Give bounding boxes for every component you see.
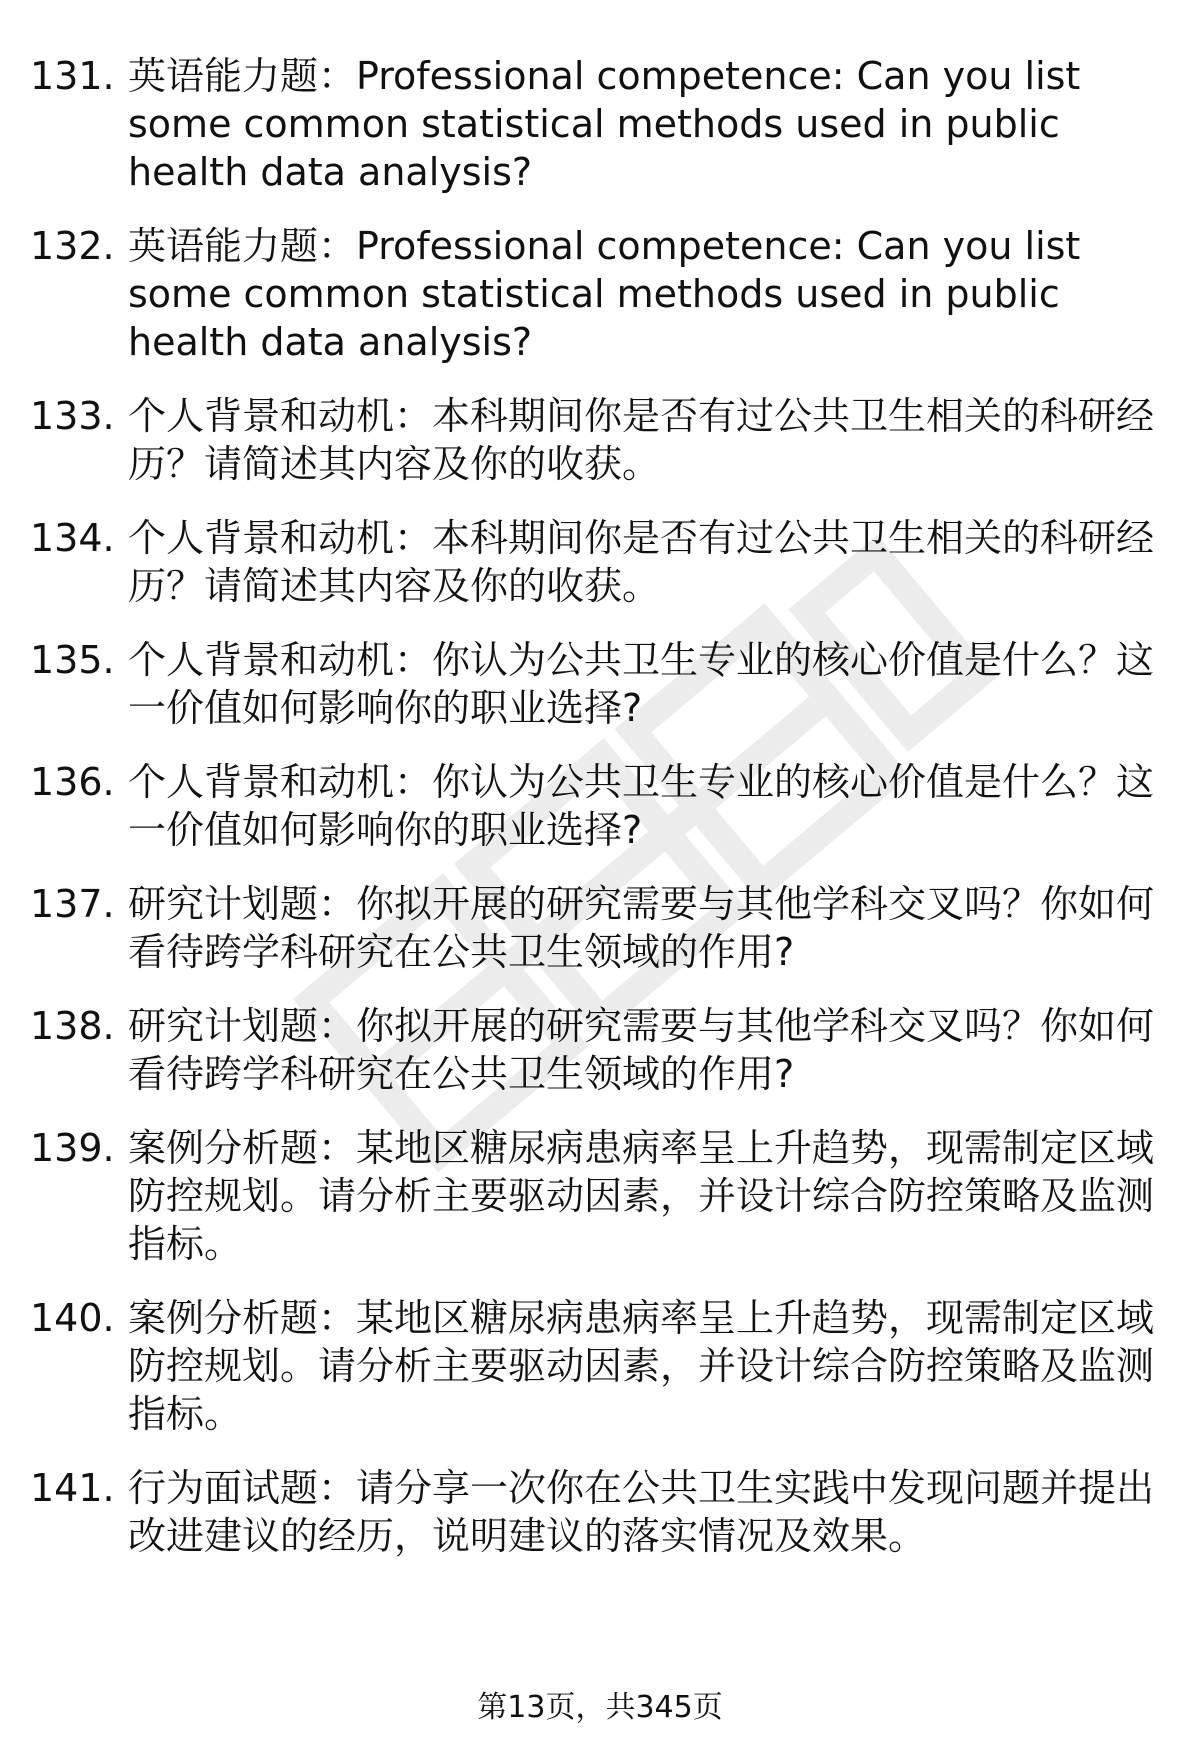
question-text: 个人背景和动机：本科期间你是否有过公共卫生相关的科研经历？请简述其内容及你的收获。 xyxy=(128,516,1155,608)
question-number: 135. xyxy=(30,638,115,682)
list-item xyxy=(30,514,1170,610)
list-item xyxy=(30,758,1170,854)
question-text: 研究计划题：你拟开展的研究需要与其他学科交叉吗？你如何看待跨学科研究在公共卫生领域的作用? xyxy=(128,1004,1155,1096)
question-number: 136. xyxy=(30,760,115,804)
question-number: 141. xyxy=(30,1466,115,1510)
list-item xyxy=(30,1464,1170,1560)
question-text: 个人背景和动机：你认为公共卫生专业的核心价值是什么？这一价值如何影响你的职业选择? xyxy=(128,760,1155,852)
question-text: 英语能力题：Professional competence: Can you list some common statistical methods used in public health data analysis? xyxy=(128,54,1081,194)
question-text: 英语能力题：Professional competence: Can you list some common statistical methods used in public health data analysis? xyxy=(128,224,1081,364)
question-text: 研究计划题：你拟开展的研究需要与其他学科交叉吗？你如何看待跨学科研究在公共卫生领域的作用? xyxy=(128,882,1155,974)
question-number: 134. xyxy=(30,516,115,560)
list-item xyxy=(30,1294,1170,1438)
question-number: 139. xyxy=(30,1126,115,1170)
question-text: 案例分析题：某地区糖尿病患病率呈上升趋势，现需制定区域防控规划。请分析主要驱动因素，并设计综合防控策略及监测指标。 xyxy=(128,1296,1155,1436)
question-text: 个人背景和动机：你认为公共卫生专业的核心价值是什么？这一价值如何影响你的职业选择? xyxy=(128,638,1155,730)
question-list xyxy=(30,52,1170,1586)
question-number: 133. xyxy=(30,394,115,438)
list-item xyxy=(30,636,1170,732)
question-number: 140. xyxy=(30,1296,115,1340)
question-text: 行为面试题：请分享一次你在公共卫生实践中发现问题并提出改进建议的经历，说明建议的落实情况及效果。 xyxy=(128,1466,1155,1558)
page-footer: 第13页，共345页 xyxy=(477,1690,723,1725)
list-item xyxy=(30,1124,1170,1268)
list-item xyxy=(30,1002,1170,1098)
list-item xyxy=(30,392,1170,488)
question-number: 132. xyxy=(30,224,115,268)
question-number: 131. xyxy=(30,54,115,98)
question-text: 案例分析题：某地区糖尿病患病率呈上升趋势，现需制定区域防控规划。请分析主要驱动因素，并设计综合防控策略及监测指标。 xyxy=(128,1126,1155,1266)
question-number: 137. xyxy=(30,882,115,926)
list-item xyxy=(30,222,1170,366)
list-item xyxy=(30,880,1170,976)
question-text: 个人背景和动机：本科期间你是否有过公共卫生相关的科研经历？请简述其内容及你的收获。 xyxy=(128,394,1155,486)
question-number: 138. xyxy=(30,1004,115,1048)
list-item xyxy=(30,52,1170,196)
